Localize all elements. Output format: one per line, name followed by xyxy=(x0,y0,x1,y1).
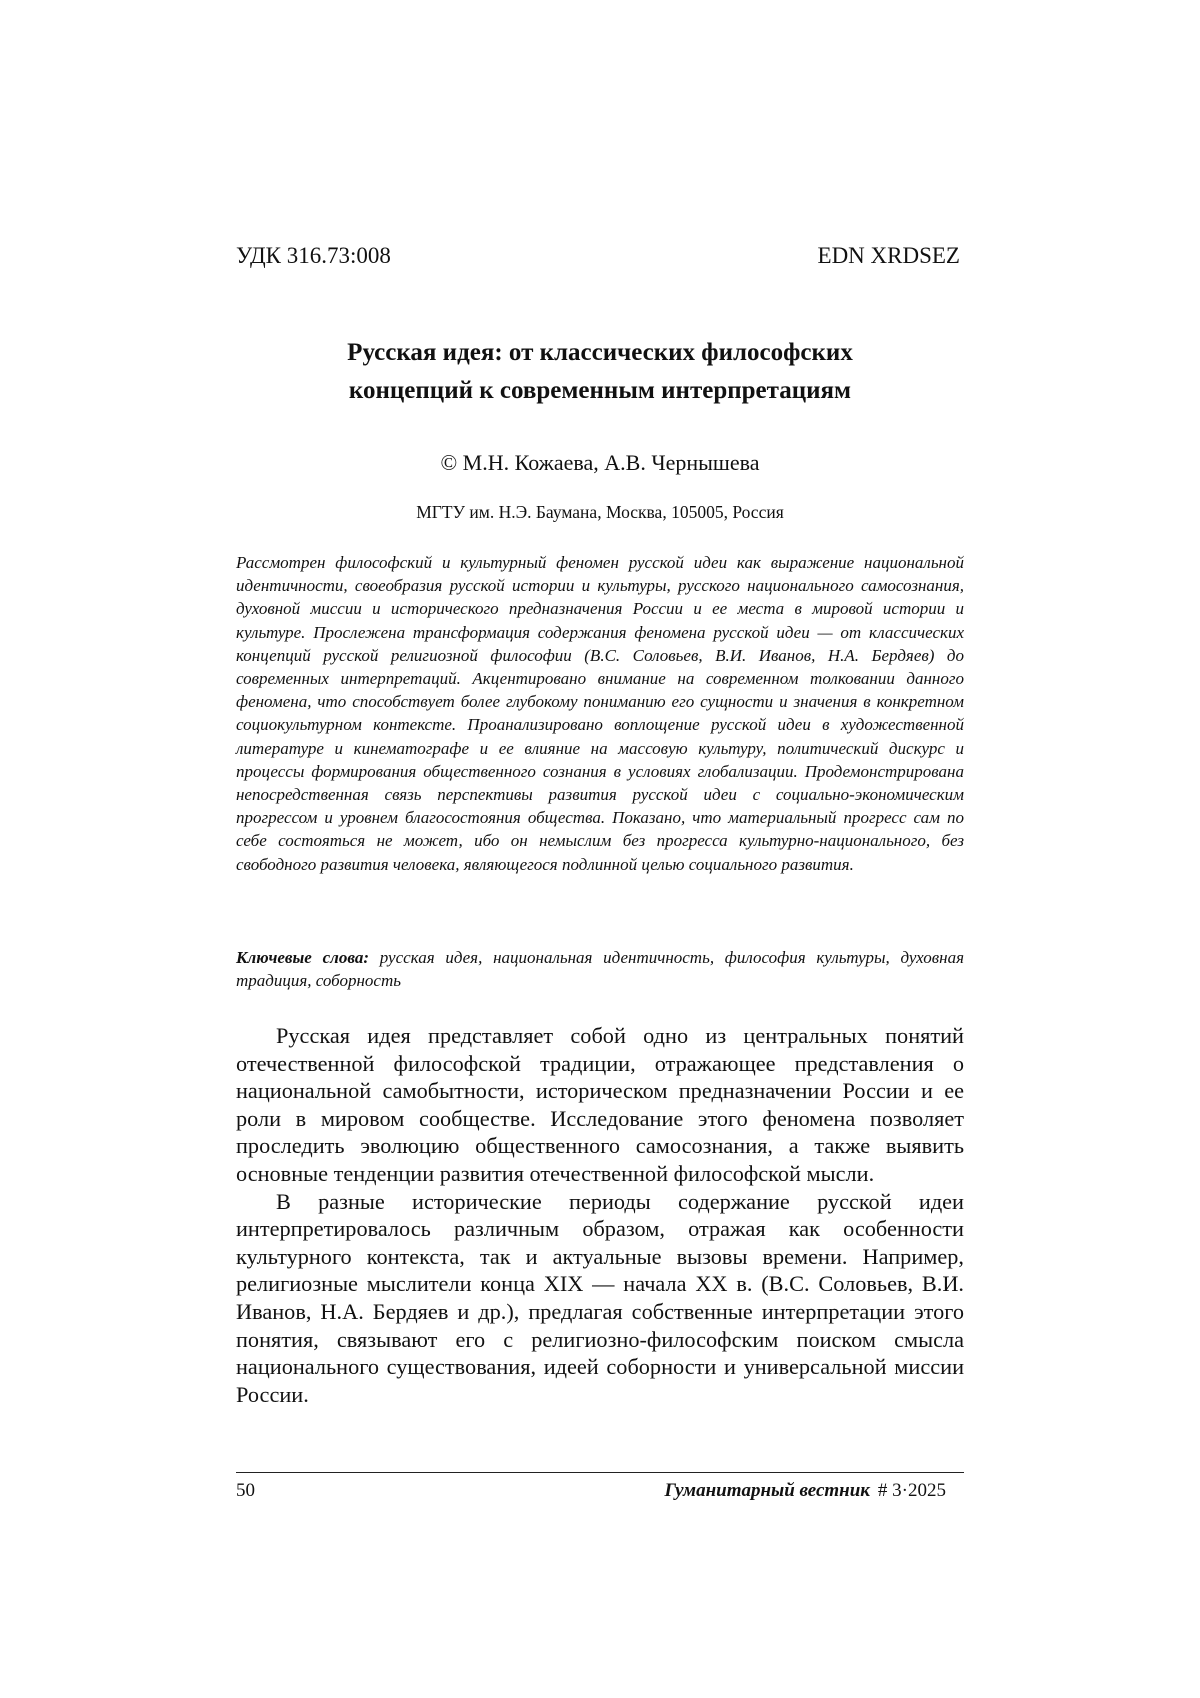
keywords-text: русская идея, национальная идентичность, философия культуры, духовная традиция, соборность xyxy=(236,948,965,991)
keywords-label: Ключевые слова: xyxy=(236,948,369,967)
page-footer xyxy=(236,1477,946,1507)
abstract: Рассмотрен философский и культурный феномен русской идеи как выражение национальной идентичности, своеобразия русской истории и культуры, русского национального самосознания, духовной миссии и исторического предназначения России и ее места в мировой истории и культуре. Прослежена трансформация содержания феномена русской идеи — от классических концепций русской религиозной философии (В.С. Соловьев, В.И. Иванов, Н.А. Бердяев) до современных интерпретаций. Акцентировано внимание на современном толковании данного феномена, что способствует более глубокому пониманию его сущности и значения в конкретном социокультурном контексте. Проанализировано воплощение русской идеи в художественной литературе и кинематографе и ее влияние на массовую культуру, политический дискурс и процессы формирования общественного сознания в условиях глобализации. Продемонстрирована непосредственная связь перспективы развития русской идеи с социально-экономическим прогрессом и уровнем благосостояния общества. Показано, что материальный прогресс сам по себе состояться не может, ибо он немыслим без прогресса культурно-национального, без свободного развития человека, являющегося подлинной целью социального развития. xyxy=(236,553,964,874)
footer-divider xyxy=(236,1472,964,1473)
body-paragraph: Русская идея представляет собой одно из центральных понятий отечественной философской традиции, отражающее представления о национальной самобытности, историческом предназначении России и ее роли в мировом сообществе. Исследование этого феномена позволяет проследить эволюцию общественного самосознания, а также выявить основные тенденции развития отечественной философской мысли. xyxy=(236,1023,964,1186)
title-line-1: Русская идея: от классических философских xyxy=(347,339,853,366)
journal-name: Гуманитарный вестник xyxy=(664,1480,870,1501)
article-body xyxy=(236,1022,964,1408)
article-title xyxy=(200,334,1000,410)
affiliation: МГТУ им. Н.Э. Баумана, Москва, 105005, Россия xyxy=(416,502,784,522)
journal-info xyxy=(664,1477,946,1507)
authors: © М.Н. Кожаева, А.В. Чернышева xyxy=(440,450,760,475)
keywords xyxy=(236,946,964,992)
edn-code: EDN XRDSEZ xyxy=(817,243,960,268)
header-meta xyxy=(236,238,960,274)
title-line-2: концепций к современным интерпретациям xyxy=(348,377,852,404)
body-paragraph: В разные исторические периоды содержание русской идеи интерпретировалось различным образом, отражая как особенности культурного контекста, так и актуальные вызовы времени. Например, религиозные мыслители конца XIX — начала XX в. (В.С. Соловьев, В.И. Иванов, Н.А. Бердяев и др.), предлагая собственные интерпретации этого понятия, связывают его с религиозно-философским поиском смысла национального существования, идеей соборности и универсальной миссии России. xyxy=(236,1188,964,1407)
journal-issue: # 3·2025 xyxy=(877,1480,946,1501)
page-number: 50 xyxy=(236,1480,255,1501)
udk-code: УДК 316.73:008 xyxy=(236,243,391,268)
